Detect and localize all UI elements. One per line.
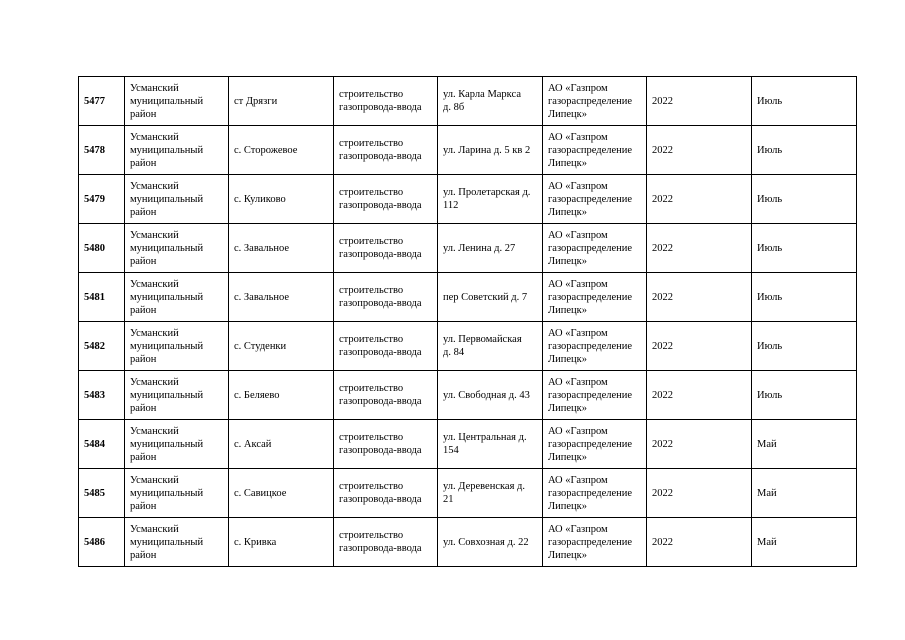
organization-cell-line: Липецк» <box>548 206 587 218</box>
district-cell-line: муниципальный <box>130 389 204 401</box>
address-cell <box>438 126 543 175</box>
organization-cell-line: АО «Газпром <box>548 425 608 437</box>
address-cell <box>438 518 543 567</box>
district-cell-line: Усманский <box>130 180 179 192</box>
year-cell: 2022 <box>647 273 752 322</box>
table-row <box>79 77 857 126</box>
organization-cell <box>543 322 647 371</box>
year-cell: 2022 <box>647 469 752 518</box>
year-cell: 2022 <box>647 224 752 273</box>
address-cell-line: ул. Карла Маркса <box>443 89 521 100</box>
work-type-cell-line: газопровода-ввода <box>339 298 422 309</box>
year-cell: 2022 <box>647 175 752 224</box>
organization-cell <box>543 273 647 322</box>
work-type-cell-line: строительство <box>339 138 404 149</box>
district-cell <box>125 371 229 420</box>
district-cell-line: Усманский <box>130 523 179 535</box>
work-type-cell-line: строительство <box>339 530 404 541</box>
district-cell-line: район <box>130 108 157 120</box>
district-cell-line: район <box>130 402 157 414</box>
district-cell-line: Усманский <box>130 278 179 290</box>
work-type-cell <box>334 77 438 126</box>
organization-cell <box>543 77 647 126</box>
district-cell-line: район <box>130 255 157 267</box>
organization-cell-line: газораспределение <box>548 95 633 107</box>
work-type-cell-line: строительство <box>339 187 404 198</box>
year-cell: 2022 <box>647 77 752 126</box>
work-type-cell <box>334 322 438 371</box>
row-number-cell: 5480 <box>79 224 125 273</box>
district-cell-line: муниципальный <box>130 487 204 499</box>
district-cell-line: муниципальный <box>130 291 204 303</box>
district-cell <box>125 518 229 567</box>
organization-cell-line: Липецк» <box>548 451 587 463</box>
locality-cell: с. Беляево <box>229 371 334 420</box>
organization-cell-line: газораспределение <box>548 438 633 450</box>
work-type-cell-line: строительство <box>339 334 404 345</box>
organization-cell-line: Липецк» <box>548 108 587 120</box>
district-cell <box>125 224 229 273</box>
table-row <box>79 175 857 224</box>
district-cell <box>125 420 229 469</box>
row-number-cell: 5485 <box>79 469 125 518</box>
work-type-cell <box>334 371 438 420</box>
organization-cell-line: газораспределение <box>548 193 633 205</box>
row-number-cell: 5483 <box>79 371 125 420</box>
work-type-cell-line: газопровода-ввода <box>339 543 422 554</box>
work-type-cell <box>334 420 438 469</box>
organization-cell <box>543 420 647 469</box>
work-type-cell-line: строительство <box>339 285 404 296</box>
work-type-cell-line: газопровода-ввода <box>339 494 422 505</box>
district-cell <box>125 322 229 371</box>
month-cell: Июль <box>752 77 857 126</box>
locality-cell: с. Сторожевое <box>229 126 334 175</box>
organization-cell-line: газораспределение <box>548 291 633 303</box>
locality-cell: с. Куликово <box>229 175 334 224</box>
address-cell <box>438 420 543 469</box>
district-cell-line: Усманский <box>130 82 179 94</box>
district-cell <box>125 77 229 126</box>
work-type-cell <box>334 518 438 567</box>
row-number-cell: 5481 <box>79 273 125 322</box>
address-cell <box>438 371 543 420</box>
address-cell-line: ул. Совхозная д. 22 <box>443 536 529 548</box>
organization-cell-line: Липецк» <box>548 500 587 512</box>
work-type-cell-line: газопровода-ввода <box>339 151 422 162</box>
organization-cell-line: газораспределение <box>548 242 633 254</box>
work-type-cell-line: строительство <box>339 236 404 247</box>
district-cell-line: район <box>130 304 157 316</box>
district-cell-line: район <box>130 451 157 463</box>
district-cell-line: Усманский <box>130 376 179 388</box>
district-cell <box>125 469 229 518</box>
month-cell: Июль <box>752 224 857 273</box>
organization-cell-line: Липецк» <box>548 549 587 561</box>
address-cell <box>438 224 543 273</box>
organization-cell-line: Липецк» <box>548 304 587 316</box>
district-cell-line: Усманский <box>130 425 179 437</box>
district-cell-line: район <box>130 157 157 169</box>
table-row <box>79 518 857 567</box>
month-cell: Май <box>752 469 857 518</box>
organization-cell-line: Липецк» <box>548 255 587 267</box>
work-type-cell-line: газопровода-ввода <box>339 200 422 211</box>
work-type-cell-line: газопровода-ввода <box>339 249 422 260</box>
address-cell-line: ул. Пролетарская д. <box>443 187 531 198</box>
organization-cell <box>543 224 647 273</box>
address-cell-line: д. 84 <box>443 347 465 358</box>
organization-cell <box>543 371 647 420</box>
locality-cell: с. Кривка <box>229 518 334 567</box>
organization-cell <box>543 469 647 518</box>
locality-cell: с. Аксай <box>229 420 334 469</box>
row-number-cell: 5484 <box>79 420 125 469</box>
work-type-cell <box>334 469 438 518</box>
month-cell: Июль <box>752 273 857 322</box>
month-cell: Июль <box>752 126 857 175</box>
month-cell: Июль <box>752 371 857 420</box>
organization-cell-line: Липецк» <box>548 353 587 365</box>
year-cell: 2022 <box>647 126 752 175</box>
organization-cell-line: Липецк» <box>548 402 587 414</box>
organization-cell-line: газораспределение <box>548 389 633 401</box>
district-cell-line: район <box>130 500 157 512</box>
district-cell-line: район <box>130 353 157 365</box>
year-cell: 2022 <box>647 322 752 371</box>
district-cell-line: Усманский <box>130 131 179 143</box>
address-cell-line: 21 <box>443 494 454 505</box>
row-number-cell: 5486 <box>79 518 125 567</box>
organization-cell-line: газораспределение <box>548 144 633 156</box>
address-cell-line: ул. Ларина д. 5 кв 2 <box>443 144 531 156</box>
table-body <box>79 77 857 567</box>
district-cell <box>125 273 229 322</box>
locality-cell: с. Савицкое <box>229 469 334 518</box>
district-cell-line: Усманский <box>130 327 179 339</box>
address-cell-line: 112 <box>443 200 459 211</box>
address-cell-line: ул. Деревенская д. <box>443 481 526 492</box>
table-row <box>79 273 857 322</box>
organization-cell <box>543 175 647 224</box>
month-cell: Июль <box>752 175 857 224</box>
year-cell: 2022 <box>647 371 752 420</box>
work-type-cell-line: строительство <box>339 89 404 100</box>
organization-cell-line: газораспределение <box>548 487 633 499</box>
row-number-cell: 5479 <box>79 175 125 224</box>
table-row <box>79 322 857 371</box>
organization-cell-line: газораспределение <box>548 340 633 352</box>
table-row <box>79 371 857 420</box>
organization-cell-line: АО «Газпром <box>548 82 608 94</box>
year-cell: 2022 <box>647 518 752 567</box>
work-type-cell <box>334 175 438 224</box>
district-cell-line: муниципальный <box>130 193 204 205</box>
address-cell <box>438 273 543 322</box>
gas-connection-table <box>78 76 857 567</box>
organization-cell-line: АО «Газпром <box>548 523 608 535</box>
address-cell <box>438 175 543 224</box>
month-cell: Май <box>752 518 857 567</box>
table-row <box>79 420 857 469</box>
address-cell <box>438 77 543 126</box>
locality-cell: с. Завальное <box>229 224 334 273</box>
district-cell-line: район <box>130 549 157 561</box>
locality-cell: ст Дрязги <box>229 77 334 126</box>
organization-cell-line: газораспределение <box>548 536 633 548</box>
month-cell: Июль <box>752 322 857 371</box>
district-cell-line: муниципальный <box>130 536 204 548</box>
organization-cell-line: АО «Газпром <box>548 229 608 241</box>
work-type-cell-line: газопровода-ввода <box>339 396 422 407</box>
district-cell-line: муниципальный <box>130 340 204 352</box>
district-cell-line: Усманский <box>130 229 179 241</box>
organization-cell-line: Липецк» <box>548 157 587 169</box>
organization-cell <box>543 126 647 175</box>
district-cell-line: муниципальный <box>130 242 204 254</box>
locality-cell: с. Студенки <box>229 322 334 371</box>
work-type-cell-line: газопровода-ввода <box>339 347 422 358</box>
address-cell-line: 154 <box>443 445 459 456</box>
work-type-cell-line: газопровода-ввода <box>339 102 422 113</box>
row-number-cell: 5477 <box>79 77 125 126</box>
address-cell-line: ул. Центральная д. <box>443 432 527 443</box>
year-cell: 2022 <box>647 420 752 469</box>
address-cell <box>438 322 543 371</box>
district-cell-line: муниципальный <box>130 95 204 107</box>
month-cell: Май <box>752 420 857 469</box>
work-type-cell <box>334 224 438 273</box>
address-cell-line: пер Советский д. 7 <box>443 291 528 303</box>
organization-cell-line: АО «Газпром <box>548 474 608 486</box>
district-cell <box>125 126 229 175</box>
row-number-cell: 5478 <box>79 126 125 175</box>
organization-cell-line: АО «Газпром <box>548 278 608 290</box>
table-row <box>79 224 857 273</box>
address-cell-line: ул. Ленина д. 27 <box>443 242 516 254</box>
organization-cell-line: АО «Газпром <box>548 131 608 143</box>
work-type-cell-line: строительство <box>339 383 404 394</box>
work-type-cell-line: газопровода-ввода <box>339 445 422 456</box>
district-cell <box>125 175 229 224</box>
address-cell-line: ул. Свободная д. 43 <box>443 389 530 401</box>
district-cell-line: район <box>130 206 157 218</box>
organization-cell-line: АО «Газпром <box>548 327 608 339</box>
table-row <box>79 469 857 518</box>
district-cell-line: Усманский <box>130 474 179 486</box>
work-type-cell <box>334 126 438 175</box>
locality-cell: с. Завальное <box>229 273 334 322</box>
row-number-cell: 5482 <box>79 322 125 371</box>
table-row <box>79 126 857 175</box>
address-cell-line: д. 8б <box>443 102 465 113</box>
organization-cell-line: АО «Газпром <box>548 376 608 388</box>
work-type-cell <box>334 273 438 322</box>
district-cell-line: муниципальный <box>130 144 204 156</box>
address-cell-line: ул. Первомайская <box>443 334 522 345</box>
organization-cell <box>543 518 647 567</box>
work-type-cell-line: строительство <box>339 481 404 492</box>
district-cell-line: муниципальный <box>130 438 204 450</box>
organization-cell-line: АО «Газпром <box>548 180 608 192</box>
work-type-cell-line: строительство <box>339 432 404 443</box>
address-cell <box>438 469 543 518</box>
